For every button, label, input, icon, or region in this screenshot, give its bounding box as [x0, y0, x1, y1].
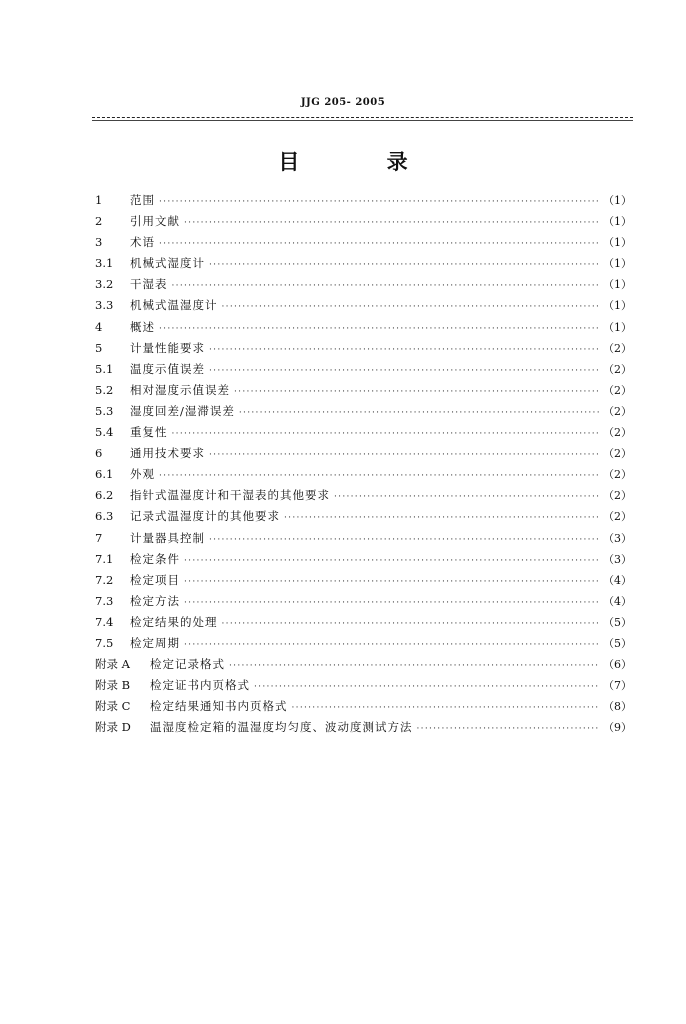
toc-label: 检定周期: [130, 635, 180, 650]
leader-dots: [159, 319, 599, 340]
toc-page: （7）: [603, 679, 632, 693]
toc-page: （1）: [603, 320, 632, 334]
leader-dots: [334, 487, 599, 508]
toc-number: 5: [95, 340, 103, 355]
toc-entry[interactable]: [95, 506, 632, 527]
toc-entry[interactable]: [95, 443, 632, 464]
toc-label: 术语: [130, 235, 155, 250]
leader-dots: [222, 297, 600, 318]
toc-page: （1）: [603, 299, 632, 313]
toc-number: 附录 A: [95, 657, 130, 672]
toc-entry[interactable]: [95, 485, 632, 506]
toc-label: 范围: [130, 193, 155, 207]
header-rule: [92, 117, 633, 118]
toc-entry[interactable]: [95, 317, 632, 338]
toc-number: 7.2: [95, 572, 114, 587]
toc-label: 相对湿度示值误差: [130, 382, 230, 397]
toc-label: 检定结果的处理: [130, 614, 218, 629]
leader-dots: [159, 466, 599, 487]
toc-label: 检定方法: [130, 593, 180, 608]
toc-entry[interactable]: [95, 274, 632, 295]
toc-page: （2）: [603, 362, 632, 376]
toc-page: （2）: [603, 447, 632, 461]
leader-dots: [184, 593, 599, 614]
toc-entry[interactable]: [95, 591, 632, 612]
toc-entry[interactable]: [95, 211, 632, 232]
toc-number: 3: [95, 235, 103, 250]
toc-number: 附录 B: [95, 678, 131, 693]
toc-number: 7.1: [95, 551, 114, 566]
toc-page: （2）: [603, 383, 632, 397]
toc-number: 7.4: [95, 614, 114, 629]
table-of-contents: [95, 190, 632, 738]
toc-entry[interactable]: [95, 654, 632, 675]
toc-label: 计量器具控制: [130, 530, 205, 545]
header-rule-thin: [92, 120, 633, 121]
toc-page: （2）: [603, 341, 632, 355]
toc-number: 3.3: [95, 298, 114, 313]
toc-entry[interactable]: [95, 717, 632, 738]
toc-page: （2）: [603, 510, 632, 524]
toc-label: 检定结果通知书内页格式: [150, 699, 288, 714]
toc-page: （3）: [603, 552, 632, 566]
toc-label: 检定证书内页格式: [150, 678, 250, 693]
toc-page: （9）: [603, 721, 632, 735]
toc-label: 检定记录格式: [150, 657, 225, 672]
toc-page: （6）: [603, 658, 632, 672]
toc-page: （1）: [603, 257, 632, 271]
toc-entry[interactable]: [95, 232, 632, 253]
toc-label: 记录式温湿度计的其他要求: [130, 509, 280, 524]
leader-dots: [417, 719, 600, 740]
leader-dots: [239, 403, 599, 424]
page-title: 目 录: [278, 149, 448, 174]
toc-number: 3.1: [95, 256, 114, 271]
leader-dots: [159, 234, 599, 255]
toc-entry[interactable]: [95, 295, 632, 316]
toc-entry[interactable]: [95, 338, 632, 359]
leader-dots: [234, 382, 599, 403]
toc-number: 7.5: [95, 635, 114, 650]
toc-label: 概述: [130, 319, 155, 334]
leader-dots: [209, 361, 599, 382]
toc-label: 检定项目: [130, 572, 180, 587]
toc-label: 温湿度检定箱的温湿度均匀度、波动度测试方法: [150, 720, 413, 735]
toc-number: 5.3: [95, 403, 114, 418]
toc-number: 6.1: [95, 467, 114, 482]
toc-number: 附录 D: [95, 720, 131, 735]
toc-label: 计量性能要求: [130, 340, 205, 355]
leader-dots: [222, 614, 600, 635]
toc-entry[interactable]: [95, 570, 632, 591]
toc-entry[interactable]: [95, 464, 632, 485]
toc-page: （4）: [603, 573, 632, 587]
toc-label: 通用技术要求: [130, 446, 205, 461]
toc-label: 引用文献: [130, 214, 180, 229]
leader-dots: [254, 677, 599, 698]
leader-dots: [209, 445, 599, 466]
toc-page: （5）: [603, 615, 632, 629]
toc-page: （1）: [603, 236, 632, 250]
toc-label: 重复性: [130, 425, 168, 440]
leader-dots: [209, 530, 599, 551]
toc-number: 7: [95, 530, 103, 545]
toc-number: 1: [95, 193, 103, 207]
toc-label: 指针式温湿度计和干湿表的其他要求: [130, 488, 330, 503]
toc-entry[interactable]: [95, 359, 632, 380]
leader-dots: [172, 424, 600, 445]
leader-dots: [284, 508, 599, 529]
toc-page: （1）: [603, 194, 632, 207]
toc-number: 2: [95, 214, 103, 229]
toc-number: 7.3: [95, 593, 114, 608]
toc-page: （4）: [603, 594, 632, 608]
toc-entry[interactable]: [95, 528, 632, 549]
leader-dots: [172, 276, 600, 297]
document-code-header: JJG 205- 2005: [300, 97, 386, 108]
toc-number: 6.2: [95, 488, 114, 503]
toc-entry[interactable]: [95, 675, 632, 696]
leader-dots: [184, 551, 599, 572]
leader-dots: [209, 340, 599, 361]
toc-number: 4: [95, 319, 103, 334]
leader-dots: [184, 572, 599, 593]
toc-entry[interactable]: [95, 253, 632, 274]
toc-label: 湿度回差/湿滞误差: [130, 403, 235, 418]
leader-dots: [292, 698, 600, 719]
leader-dots: [209, 255, 599, 276]
toc-page: （5）: [603, 636, 632, 650]
toc-entry[interactable]: [95, 696, 632, 717]
toc-label: 机械式温湿度计: [130, 298, 218, 313]
toc-label: 检定条件: [130, 551, 180, 566]
toc-entry[interactable]: [95, 380, 632, 401]
toc-page: （2）: [603, 489, 632, 503]
toc-label: 外观: [130, 467, 155, 482]
toc-number: 3.2: [95, 277, 114, 292]
toc-number: 6: [95, 446, 103, 461]
toc-label: 机械式湿度计: [130, 256, 205, 271]
toc-page: （2）: [603, 468, 632, 482]
toc-entry[interactable]: [95, 401, 632, 422]
toc-page: （1）: [603, 278, 632, 292]
toc-number: 附录 C: [95, 699, 131, 714]
leader-dots: [229, 656, 599, 677]
toc-number: 5.4: [95, 425, 114, 440]
toc-entry[interactable]: [95, 612, 632, 633]
leader-dots: [184, 213, 599, 234]
toc-number: 5.2: [95, 382, 114, 397]
toc-page: （1）: [603, 215, 632, 229]
toc-label: 干湿表: [130, 277, 168, 292]
toc-entry[interactable]: [95, 422, 632, 443]
toc-number: 5.1: [95, 361, 114, 376]
leader-dots: [184, 635, 599, 656]
toc-page: （3）: [603, 531, 632, 545]
leader-dots: [159, 192, 599, 213]
toc-page: （8）: [603, 700, 632, 714]
toc-page: （2）: [603, 404, 632, 418]
toc-number: 6.3: [95, 509, 114, 524]
toc-entry[interactable]: [95, 633, 632, 654]
toc-label: 温度示值误差: [130, 361, 205, 376]
toc-entry[interactable]: [95, 549, 632, 570]
toc-entry[interactable]: [95, 190, 632, 211]
toc-page: （2）: [603, 426, 632, 440]
